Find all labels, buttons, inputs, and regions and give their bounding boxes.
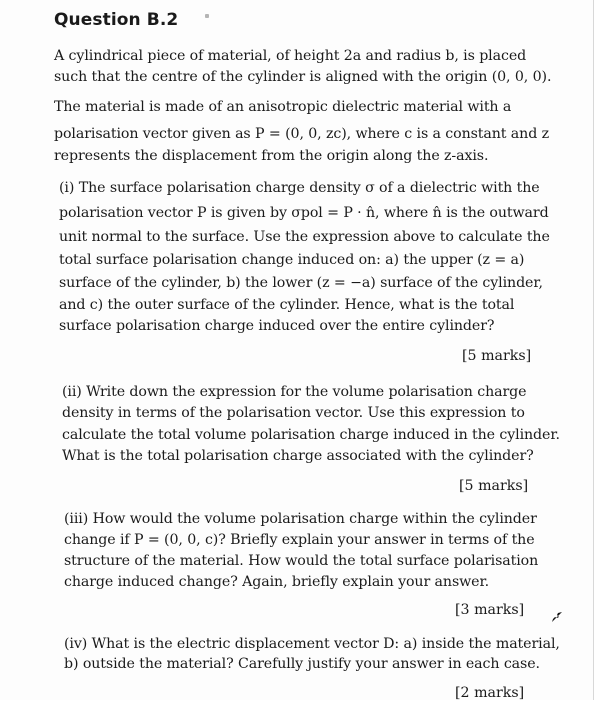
part-i-line: surface polarisation charge induced over the entire cylinder? <box>59 318 495 334</box>
intro-line: The material is made of an anisotropic dielectric material with a <box>54 99 512 115</box>
part-i-line: total surface polarisation change induced on: a) the upper (z = a) <box>59 252 525 268</box>
part-i-line: polarisation vector P is given by σpol = P · n̂, where n̂ is the outward <box>59 205 549 221</box>
intro-line: polarisation vector given as P = (0, 0, zc), where c is a constant and z <box>54 126 549 142</box>
part-iii-line: charge induced change? Again, briefly explain your answer. <box>64 574 489 590</box>
intro-line: such that the centre of the cylinder is aligned with the origin (0, 0, 0). <box>54 69 552 85</box>
part-ii-line: calculate the total volume polarisation charge induced in the cylinder. <box>62 427 560 443</box>
part-iii-line: change if P = (0, 0, c)? Briefly explain your answer in terms of the <box>64 532 535 548</box>
part-i-line: surface of the cylinder, b) the lower (z = −a) surface of the cylinder, <box>59 275 543 291</box>
part-i-line: (i) The surface polarisation charge density σ of a dielectric with the <box>59 180 540 196</box>
intro-line: represents the displacement from the origin along the z-axis. <box>54 148 489 164</box>
part-iv-line: (iv) What is the electric displacement vector D: a) inside the material, <box>64 636 560 652</box>
part-ii-marks: [5 marks] <box>459 478 529 494</box>
part-iii-line: structure of the material. How would the total surface polarisation <box>64 553 539 569</box>
part-ii-line: (ii) Write down the expression for the volume polarisation charge <box>62 384 527 400</box>
scan-mark <box>205 14 209 18</box>
part-iii-line: (iii) How would the volume polarisation charge within the cylinder <box>64 511 537 527</box>
part-iii-marks: [3 marks] <box>455 602 525 618</box>
question-heading: Question B.2 <box>54 10 179 30</box>
part-iv-line: b) outside the material? Carefully justify your answer in each case. <box>64 656 540 672</box>
arrow-cursor-icon <box>550 610 564 624</box>
part-iv-marks: [2 marks] <box>455 685 525 701</box>
part-ii-line: density in terms of the polarisation vector. Use this expression to <box>62 405 525 421</box>
part-i-line: and c) the outer surface of the cylinder. Hence, what is the total <box>59 297 515 313</box>
part-ii-line: What is the total polarisation charge associated with the cylinder? <box>62 448 534 464</box>
intro-line: A cylindrical piece of material, of height 2a and radius b, is placed <box>54 48 527 64</box>
part-i-marks: [5 marks] <box>462 348 532 364</box>
part-i-line: unit normal to the surface. Use the expression above to calculate the <box>59 229 550 245</box>
